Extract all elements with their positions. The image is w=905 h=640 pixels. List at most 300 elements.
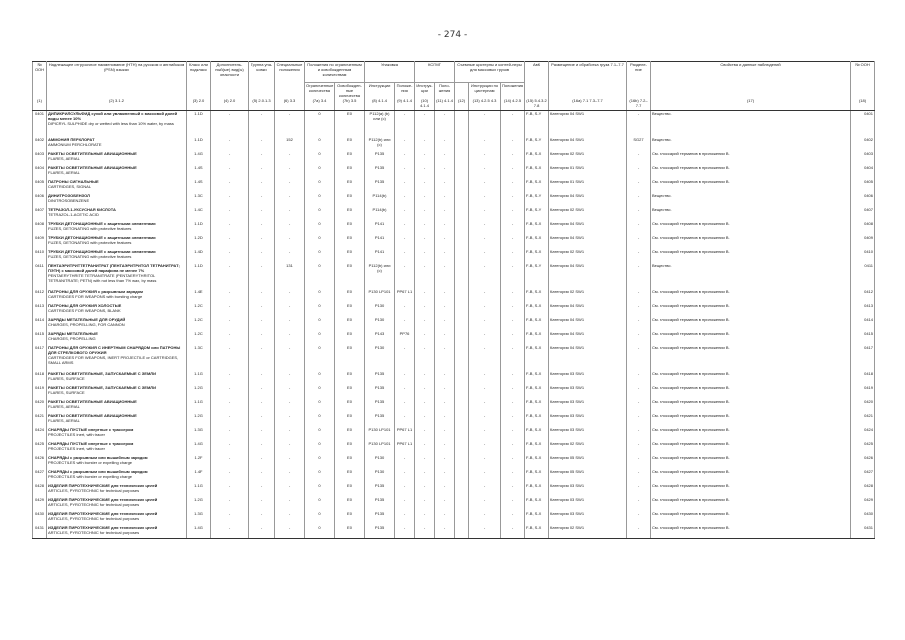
tank-provision-cell: - (501, 207, 525, 221)
ems-cell: F-B, S-X (525, 303, 549, 317)
subsidiary-cell: - (211, 441, 249, 455)
tank-provision-cell: - (501, 385, 525, 399)
limited-qty-cell: 0 (305, 263, 335, 289)
colnum: (4) 2.0 (211, 98, 249, 111)
shipping-name-ru: РАКЕТЫ ОСВЕТИТЕЛЬНЫЕ АВИАЦИОННЫЕ (48, 164, 137, 170)
un-cell: 0402 (33, 137, 47, 151)
shipping-name-en: CARTRIDGES FOR WEAPONS with bursting charge (48, 293, 143, 299)
tank-provision-cell: - (501, 179, 525, 193)
excepted-qty-cell: E0 (335, 525, 365, 539)
segregation-cell: - (627, 151, 651, 165)
packing-group-cell: - (249, 455, 275, 469)
tank-provision-cell: - (501, 289, 525, 303)
ibc-provision-cell: - (435, 427, 455, 441)
properties-cell: См. глоссарий терминов в приложении B. (651, 455, 851, 469)
tank-instruction-cell: - (469, 511, 501, 525)
packing-provision-cell: - (395, 137, 415, 151)
un-cell-right: 0420 (851, 399, 875, 413)
name-cell (47, 497, 187, 511)
packing-group-cell: - (249, 179, 275, 193)
stowage-cell: Категория 04 SW1 (549, 235, 627, 249)
class-cell: 1.2D (187, 235, 211, 249)
shipping-name-en: PROJECTILES with burster or expelling charge (48, 473, 133, 479)
stowage-cell: Категория 01 SW1 (549, 165, 627, 179)
subsidiary-cell: - (211, 525, 249, 539)
ems-cell: F-B, S-X (525, 483, 549, 497)
subsidiary-cell: - (211, 399, 249, 413)
name-cell (47, 469, 187, 483)
limited-qty-cell: 0 (305, 371, 335, 385)
col12-cell (455, 235, 469, 249)
name-cell (47, 399, 187, 413)
ibc-provision-cell: - (435, 345, 455, 371)
packing-group-cell: - (249, 249, 275, 263)
class-cell: 1.4G (187, 441, 211, 455)
shipping-name-ru: ПАТРОНЫ ДЛЯ ОРУЖИЯ с разрывным зарядом (48, 288, 144, 294)
packing-group-cell: - (249, 317, 275, 331)
header-packing: Упаковка (365, 62, 415, 83)
tank-instruction-cell: - (469, 469, 501, 483)
tank-instruction-cell: - (469, 483, 501, 497)
tank-provision-cell: - (501, 345, 525, 371)
table-row (33, 345, 875, 371)
colnum: (3) 2.0 (187, 98, 211, 111)
shipping-name-ru: ПАТРОНЫ ДЛЯ ОРУЖИЯ С ИНЕРТНЫМ СНАРЯДОМ или ПАТРОНЫ ДЛЯ СТРЕЛКОВОГО ОРУЖИЯ (48, 344, 181, 355)
table-row (33, 165, 875, 179)
tank-instruction-cell: - (469, 207, 501, 221)
ems-cell: F-B, S-X (525, 179, 549, 193)
special-provision-cell: - (275, 427, 305, 441)
stowage-cell: Категория 05 SW1 (549, 455, 627, 469)
segregation-cell: - (627, 221, 651, 235)
class-cell: 1.4D (187, 249, 211, 263)
special-provision-cell: - (275, 151, 305, 165)
limited-qty-cell: 0 (305, 331, 335, 345)
shipping-name-en: FLARES, SURFACE (48, 389, 85, 395)
ibc-provision-cell: - (435, 511, 455, 525)
special-provision-cell: - (275, 193, 305, 207)
un-cell: 0408 (33, 221, 47, 235)
segregation-cell: - (627, 455, 651, 469)
ibc-provision-cell: - (435, 483, 455, 497)
excepted-qty-cell: E0 (335, 385, 365, 399)
shipping-name-en: FLARES, AERIAL (48, 169, 80, 175)
col12-cell (455, 193, 469, 207)
dangerous-goods-table (32, 61, 875, 539)
segregation-cell: - (627, 413, 651, 427)
class-cell: 1.4S (187, 179, 211, 193)
limited-qty-cell: 0 (305, 497, 335, 511)
un-cell-right: 0404 (851, 165, 875, 179)
limited-qty-cell: 0 (305, 151, 335, 165)
table-row (33, 221, 875, 235)
un-cell: 0415 (33, 331, 47, 345)
packing-group-cell: - (249, 193, 275, 207)
shipping-name-ru: ПАТРОНЫ СИГНАЛЬНЫЕ (48, 178, 99, 184)
shipping-name-en: CARTRIDGES FOR WEAPONS, BLANK (48, 307, 121, 313)
subsidiary-cell: - (211, 263, 249, 289)
special-provision-cell: - (275, 497, 305, 511)
ibc-instruction-cell: - (415, 413, 435, 427)
stowage-cell: Категория 02 SW1 (549, 289, 627, 303)
un-cell: 0425 (33, 441, 47, 455)
ibc-instruction-cell: - (415, 455, 435, 469)
ibc-provision-cell: - (435, 193, 455, 207)
segregation-cell: - (627, 497, 651, 511)
un-cell-right: 0415 (851, 331, 875, 345)
subsidiary-cell: - (211, 151, 249, 165)
packing-provision-cell: PP67 L1 (395, 289, 415, 303)
name-cell (47, 221, 187, 235)
ems-cell: F-B, S-X (525, 249, 549, 263)
excepted-qty-cell: E0 (335, 193, 365, 207)
col12-cell (455, 179, 469, 193)
tank-provision-cell: - (501, 263, 525, 289)
ibc-provision-cell: - (435, 455, 455, 469)
tank-instruction-cell: - (469, 263, 501, 289)
ems-cell: F-B, S-X (525, 413, 549, 427)
limited-qty-cell: 0 (305, 221, 335, 235)
packing-group-cell: - (249, 525, 275, 539)
shipping-name-en: PENTAERYTHRITE TETRANITRATE (PENTAERYTHRITOL TETRANITRATE; PETN) with not less than 7% wax, by mass (48, 272, 157, 283)
table-row (33, 483, 875, 497)
shipping-name-ru: ЗАРЯДЫ МЕТАТЕЛЬНЫЕ ДЛЯ ОРУДИЙ (48, 316, 126, 322)
ibc-provision-cell: - (435, 413, 455, 427)
segregation-cell: - (627, 165, 651, 179)
col12-cell (455, 427, 469, 441)
un-cell-right: 0412 (851, 289, 875, 303)
excepted-qty-cell: E0 (335, 249, 365, 263)
excepted-qty-cell: E0 (335, 179, 365, 193)
name-cell (47, 413, 187, 427)
ibc-instruction-cell: - (415, 483, 435, 497)
header-subsidiary-hazard: Дополнитель-ный(ые) вид(ы) опасности (211, 62, 249, 99)
table-row (33, 193, 875, 207)
ems-cell: F-B, S-X (525, 221, 549, 235)
excepted-qty-cell: E0 (335, 303, 365, 317)
excepted-qty-cell: E0 (335, 371, 365, 385)
limited-qty-cell: 0 (305, 469, 335, 483)
tank-provision-cell: - (501, 427, 525, 441)
stowage-cell: Категория 03 SW1 (549, 371, 627, 385)
col12-cell (455, 165, 469, 179)
un-cell-right: 0402 (851, 137, 875, 151)
header-segregation: Разделе-ние (627, 62, 651, 99)
segregation-cell: - (627, 511, 651, 525)
shipping-name-ru: ДИПИКРИЛСУЛЬФИД сухой или увлажненный с массовой долей воды менее 10% (48, 111, 178, 121)
excepted-qty-cell: E0 (335, 469, 365, 483)
excepted-qty-cell: E0 (335, 413, 365, 427)
tank-instruction-cell: - (469, 427, 501, 441)
col12-cell (455, 207, 469, 221)
segregation-cell: - (627, 193, 651, 207)
packing-group-cell: - (249, 399, 275, 413)
excepted-qty-cell: E0 (335, 455, 365, 469)
packing-provision-cell: - (395, 497, 415, 511)
special-provision-cell: - (275, 207, 305, 221)
segregation-cell: - (627, 179, 651, 193)
un-cell: 0401 (33, 111, 47, 137)
special-provision-cell: - (275, 455, 305, 469)
name-cell (47, 331, 187, 345)
class-cell: 1.1D (187, 263, 211, 289)
subsidiary-cell: - (211, 221, 249, 235)
subsidiary-cell: - (211, 455, 249, 469)
colnum: (18) (851, 98, 875, 111)
ems-cell: F-B, S-X (525, 151, 549, 165)
class-cell: 1.1G (187, 483, 211, 497)
table-row (33, 207, 875, 221)
tank-instruction-cell: - (469, 455, 501, 469)
table-row (33, 317, 875, 331)
shipping-name-en: ARTICLES, PYROTECHNIC for technical purposes (48, 515, 140, 521)
col12-cell (455, 249, 469, 263)
table-row (33, 497, 875, 511)
ibc-instruction-cell: - (415, 263, 435, 289)
name-cell (47, 385, 187, 399)
packing-provision-cell: - (395, 511, 415, 525)
special-provision-cell: - (275, 289, 305, 303)
packing-instruction-cell: P135 (365, 371, 395, 385)
packing-instruction-cell: P135 (365, 511, 395, 525)
name-cell (47, 193, 187, 207)
ibc-instruction-cell: - (415, 249, 435, 263)
ibc-instruction-cell: - (415, 441, 435, 455)
tank-provision-cell: - (501, 511, 525, 525)
excepted-qty-cell: E0 (335, 111, 365, 137)
properties-cell: См. глоссарий терминов в приложении B. (651, 331, 851, 345)
excepted-qty-cell: E0 (335, 441, 365, 455)
excepted-qty-cell: E0 (335, 331, 365, 345)
ems-cell: F-B, S-X (525, 165, 549, 179)
name-cell (47, 525, 187, 539)
stowage-cell: Категория 02 SW1 (549, 525, 627, 539)
properties-cell: Вещество. (651, 263, 851, 289)
shipping-name-en: AMMONIUM PERCHLORATE (48, 141, 102, 147)
un-cell-right: 0409 (851, 235, 875, 249)
shipping-name-en: FUZES, DETONATING with protective features (48, 253, 132, 259)
tank-instruction-cell: - (469, 331, 501, 345)
tank-instruction-cell: - (469, 193, 501, 207)
special-provision-cell: - (275, 317, 305, 331)
packing-instruction-cell: P135 (365, 483, 395, 497)
colnum: (8) 4.1.4 (365, 98, 395, 111)
packing-instruction-cell: P114(b) (365, 207, 395, 221)
shipping-name-en: CARTRIDGES FOR WEAPONS, INERT PROJECTILE or CARTRIDGES, SMALL ARMS (48, 354, 179, 365)
colnum: (17) (651, 98, 851, 111)
col12-cell (455, 303, 469, 317)
ems-cell: F-B, S-X (525, 317, 549, 331)
ems-cell: F-B, S-X (525, 399, 549, 413)
header-portable-tanks: Съемные цистерны и контей-неры для массовых грузов (455, 62, 525, 83)
shipping-name-ru: ПАТРОНЫ ДЛЯ ОРУЖИЯ ХОЛОСТЫЕ (48, 302, 122, 308)
excepted-qty-cell: E0 (335, 221, 365, 235)
packing-provision-cell: PP67 L1 (395, 427, 415, 441)
header-row-column-numbers (33, 98, 875, 111)
packing-instruction-cell: P143 (365, 331, 395, 345)
tank-instruction-cell: - (469, 221, 501, 235)
un-cell: 0426 (33, 455, 47, 469)
special-provision-cell: - (275, 413, 305, 427)
class-cell: 1.2F (187, 455, 211, 469)
subsidiary-cell: - (211, 137, 249, 151)
un-cell-right: 0401 (851, 111, 875, 137)
ibc-instruction-cell: - (415, 221, 435, 235)
shipping-name-ru: РАКЕТЫ ОСВЕТИТЕЛЬНЫЕ, ЗАПУСКАЕМЫЕ С ЗЕМЛИ (48, 384, 156, 390)
tank-instruction-cell: - (469, 525, 501, 539)
un-cell: 0429 (33, 497, 47, 511)
tank-instruction-cell: - (469, 399, 501, 413)
limited-qty-cell: 0 (305, 317, 335, 331)
table-row (33, 399, 875, 413)
limited-qty-cell: 0 (305, 413, 335, 427)
properties-cell: См. глоссарий терминов в приложении B. (651, 469, 851, 483)
properties-cell: См. глоссарий терминов в приложении B. (651, 151, 851, 165)
packing-instruction-cell: P135 (365, 151, 395, 165)
un-cell: 0419 (33, 385, 47, 399)
segregation-cell: - (627, 525, 651, 539)
excepted-qty-cell: E0 (335, 399, 365, 413)
col12-cell (455, 455, 469, 469)
packing-group-cell: - (249, 303, 275, 317)
ems-cell: F-B, S-X (525, 525, 549, 539)
name-cell (47, 441, 187, 455)
limited-qty-cell: 0 (305, 289, 335, 303)
colnum: (13) 4.2.5 4.3 (469, 98, 501, 111)
properties-cell: См. глоссарий терминов в приложении B. (651, 511, 851, 525)
un-cell: 0413 (33, 303, 47, 317)
ibc-instruction-cell: - (415, 331, 435, 345)
shipping-name-ru: СНАРЯДЫ с разрывным или вышибным зарядом (48, 454, 148, 460)
shipping-name-ru: ТРУБКИ ДЕТОНАЦИОННЫЕ с защитными элементами (48, 220, 156, 226)
un-cell: 0430 (33, 511, 47, 525)
special-provision-cell: - (275, 525, 305, 539)
col12-cell (455, 511, 469, 525)
packing-instruction-cell: P135 (365, 385, 395, 399)
un-cell: 0418 (33, 371, 47, 385)
shipping-name-ru: РАКЕТЫ ОСВЕТИТЕЛЬНЫЕ, ЗАПУСКАЕМЫЕ С ЗЕМЛИ (48, 370, 156, 376)
class-cell: 1.2G (187, 497, 211, 511)
packing-instruction-cell: P130 (365, 469, 395, 483)
packing-provision-cell: - (395, 469, 415, 483)
un-cell-right: 0410 (851, 249, 875, 263)
properties-cell: См. глоссарий терминов в приложении B. (651, 371, 851, 385)
special-provision-cell: - (275, 331, 305, 345)
properties-cell: См. глоссарий терминов в приложении B. (651, 221, 851, 235)
shipping-name-ru: ДИНИТРОЗОБЕНЗОЛ (48, 192, 90, 198)
packing-group-cell: - (249, 289, 275, 303)
properties-cell: Вещество. (651, 111, 851, 137)
segregation-cell: - (627, 289, 651, 303)
header-packing-provisions: Положе-ния (395, 83, 415, 99)
class-cell: 1.3C (187, 193, 211, 207)
packing-group-cell: - (249, 427, 275, 441)
tank-provision-cell: - (501, 221, 525, 235)
ems-cell: F-B, S-X (525, 345, 549, 371)
header-tank-provisions: Положения (501, 83, 525, 99)
ems-cell: F-B, S-Y (525, 193, 549, 207)
segregation-cell: - (627, 303, 651, 317)
ems-cell: F-B, S-X (525, 455, 549, 469)
un-cell-right: 0413 (851, 303, 875, 317)
special-provision-cell: - (275, 303, 305, 317)
limited-qty-cell: 0 (305, 483, 335, 497)
segregation-cell: - (627, 331, 651, 345)
tank-instruction-cell: - (469, 111, 501, 137)
ibc-provision-cell: - (435, 235, 455, 249)
class-cell: 1.3G (187, 427, 211, 441)
packing-instruction-cell: P135 (365, 525, 395, 539)
tank-provision-cell: - (501, 399, 525, 413)
limited-qty-cell: 0 (305, 179, 335, 193)
un-cell: 0424 (33, 427, 47, 441)
ems-cell: F-B, S-Y (525, 111, 549, 137)
un-cell: 0409 (33, 235, 47, 249)
colnum: (9) 4.1.4 (395, 98, 415, 111)
shipping-name-ru: АММОНИЯ ПЕРХЛОРАТ (48, 136, 95, 142)
ibc-instruction-cell: - (415, 207, 435, 221)
ibc-instruction-cell: - (415, 289, 435, 303)
colnum: (16a) 7.1 7.3–7.7 (549, 98, 627, 111)
header-shipping-name: Надлежащее отгрузочное наименование (НТН) на русском и английском (PSN) языках (47, 62, 187, 99)
special-provision-cell: - (275, 441, 305, 455)
packing-provision-cell: - (395, 455, 415, 469)
ibc-provision-cell: - (435, 263, 455, 289)
name-cell (47, 165, 187, 179)
header-row-titles (33, 62, 875, 83)
un-cell-right: 0424 (851, 427, 875, 441)
class-cell: 1.2G (187, 385, 211, 399)
special-provision-cell: - (275, 111, 305, 137)
packing-instruction-cell: P130 (365, 303, 395, 317)
packing-provision-cell: - (395, 413, 415, 427)
stowage-cell: Категория 02 SW1 (549, 249, 627, 263)
special-provision-cell: 131 (275, 263, 305, 289)
ibc-provision-cell: - (435, 469, 455, 483)
table-row (33, 511, 875, 525)
packing-group-cell: - (249, 331, 275, 345)
packing-provision-cell: PP76 (395, 331, 415, 345)
stowage-cell: Категория 01 SW1 (549, 179, 627, 193)
table-row (33, 385, 875, 399)
packing-instruction-cell: P141 (365, 221, 395, 235)
shipping-name-ru: ИЗДЕЛИЯ ПИРОТЕХНИЧЕСКИЕ для технических целей (48, 482, 158, 488)
shipping-name-en: CHARGES, PROPELLING (48, 335, 96, 341)
table-row (33, 331, 875, 345)
un-cell-right: 0405 (851, 179, 875, 193)
col12-cell (455, 221, 469, 235)
limited-qty-cell: 0 (305, 207, 335, 221)
excepted-qty-cell: E0 (335, 263, 365, 289)
limited-qty-cell: 0 (305, 165, 335, 179)
segregation-cell: - (627, 441, 651, 455)
class-cell: 1.1G (187, 371, 211, 385)
header-col12 (455, 83, 469, 99)
un-cell: 0420 (33, 399, 47, 413)
properties-cell: Вещество. (651, 207, 851, 221)
ibc-instruction-cell: - (415, 235, 435, 249)
shipping-name-en: DINITROSOBENZENE (48, 197, 90, 203)
ems-cell: F-B, S-Y (525, 263, 549, 289)
tank-instruction-cell: - (469, 385, 501, 399)
shipping-name-ru: ИЗДЕЛИЯ ПИРОТЕХНИЧЕСКИЕ для технических целей (48, 510, 158, 516)
packing-instruction-cell: P130 LP101 (365, 441, 395, 455)
header-stowage: Размещение и обработка груза 7.1–7.7 (549, 62, 627, 99)
tank-instruction-cell: - (469, 371, 501, 385)
excepted-qty-cell: E0 (335, 511, 365, 525)
name-cell (47, 317, 187, 331)
un-cell-right: 0419 (851, 385, 875, 399)
